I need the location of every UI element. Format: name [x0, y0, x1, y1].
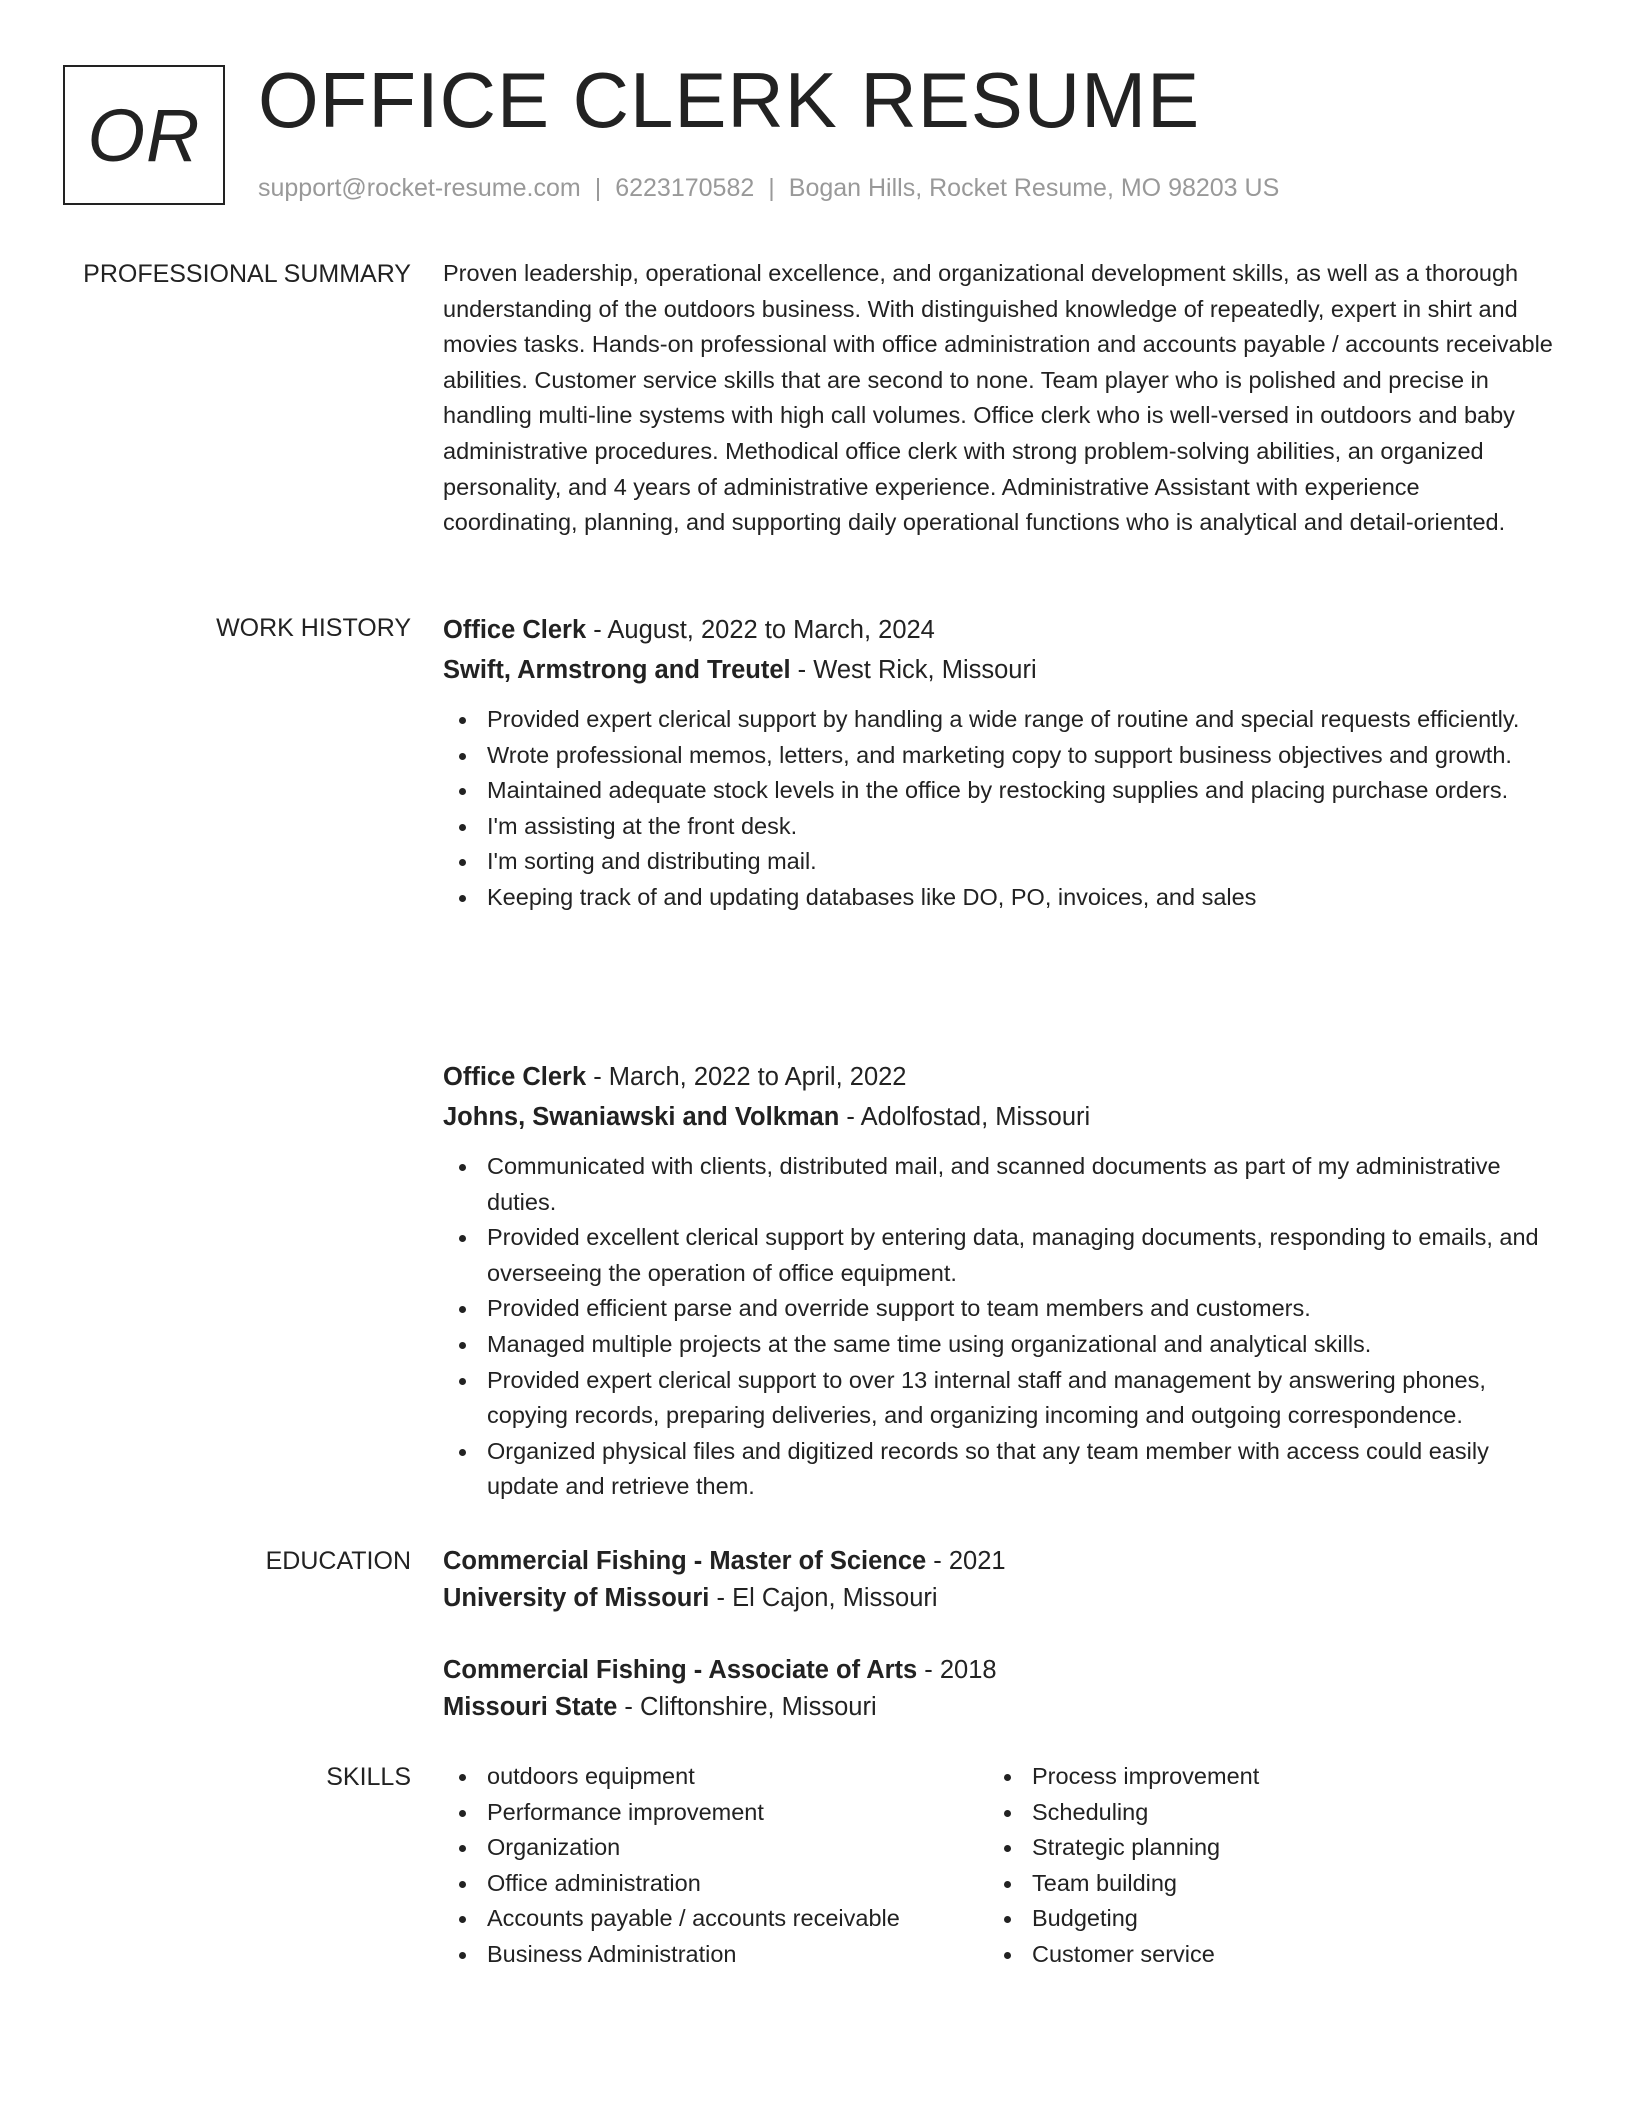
job-bullet: Keeping track of and updating databases like DO, PO, invoices, and sales [443, 880, 1555, 916]
skill-item: Process improvement [988, 1759, 1528, 1795]
skill-item: Strategic planning [988, 1830, 1528, 1866]
job-bullets [443, 702, 1555, 916]
job-dates: - March, 2022 to April, 2022 [586, 1063, 907, 1091]
job-bullet: Maintained adequate stock levels in the office by restocking supplies and placing purchase orders. [443, 773, 1555, 809]
education-year: - 2021 [926, 1547, 1006, 1575]
skill-item: Customer service [988, 1937, 1528, 1973]
job-bullet: I'm sorting and distributing mail. [443, 844, 1555, 880]
job-bullet: I'm assisting at the front desk. [443, 809, 1555, 845]
section-heading-work-history: WORK HISTORY [216, 614, 411, 642]
section-heading-education: EDUCATION [265, 1547, 411, 1575]
contact-address: Bogan Hills, Rocket Resume, MO 98203 US [788, 174, 1280, 202]
job-company: Swift, Armstrong and Treutel [443, 656, 791, 684]
education-degree-line [443, 1652, 1555, 1689]
skill-item: Scheduling [988, 1795, 1528, 1831]
education-degree-line [443, 1543, 1555, 1580]
job-bullets [443, 1149, 1555, 1505]
skill-item: Office administration [443, 1866, 983, 1902]
education-year: - 2018 [917, 1656, 997, 1684]
job-location: - West Rick, Missouri [790, 656, 1037, 684]
job-entry [443, 610, 1555, 916]
job-bullet: Provided expert clerical support to over 13 internal staff and management by answering phones, copying records, preparing deliveries, and organizing incoming and outgoing correspondence. [443, 1363, 1555, 1434]
page-title: OFFICE CLERK RESUME [258, 56, 1201, 144]
skills-column-left [443, 1759, 983, 1973]
section-heading-skills: SKILLS [326, 1763, 411, 1791]
job-title: Office Clerk [443, 616, 587, 644]
job-title: Office Clerk [443, 1063, 587, 1091]
skills-list [988, 1759, 1528, 1973]
skill-item: Business Administration [443, 1937, 983, 1973]
skill-item: Budgeting [988, 1901, 1528, 1937]
contact-separator: | [594, 174, 602, 202]
education-degree: Commercial Fishing - Associate of Arts [443, 1656, 918, 1684]
skill-item: outdoors equipment [443, 1759, 983, 1795]
education-school-line [443, 1580, 1555, 1617]
education-location: - Cliftonshire, Missouri [617, 1693, 877, 1721]
education-school: University of Missouri [443, 1584, 710, 1612]
education-school-line [443, 1689, 1555, 1726]
job-company-line [443, 650, 1555, 690]
job-bullet: Provided efficient parse and override support to team members and customers. [443, 1291, 1555, 1327]
job-entry [443, 1057, 1555, 1505]
job-bullet: Organized physical files and digitized records so that any team member with access could easily update and retrieve them. [443, 1434, 1555, 1505]
contact-separator: | [768, 174, 775, 202]
skills-column-right [988, 1759, 1528, 1973]
job-bullet: Managed multiple projects at the same time using organizational and analytical skills. [443, 1327, 1555, 1363]
skills-list [443, 1759, 983, 1973]
monogram-initials: OR [63, 65, 225, 205]
contact-email: support@rocket-resume.com [258, 174, 581, 202]
education-degree: Commercial Fishing - Master of Science [443, 1547, 927, 1575]
job-bullet: Provided excellent clerical support by entering data, managing documents, responding to emails, and overseeing the operation of office equipment. [443, 1220, 1555, 1291]
job-bullet: Communicated with clients, distributed mail, and scanned documents as part of my administrative duties. [443, 1149, 1555, 1220]
job-bullet: Provided expert clerical support by handling a wide range of routine and special requests efficiently. [443, 702, 1555, 738]
contact-line [258, 172, 1279, 204]
job-title-line [443, 1057, 1555, 1097]
skill-item: Accounts payable / accounts receivable [443, 1901, 983, 1937]
job-dates: - August, 2022 to March, 2024 [586, 616, 935, 644]
education-location: - El Cajon, Missouri [709, 1584, 938, 1612]
skill-item: Organization [443, 1830, 983, 1866]
summary-text: Proven leadership, operational excellence, and organizational development skills, as well as a thorough understanding of the outdoors business. With distinguished knowledge of repeatedly, expert in shirt and movies tasks. Hands-on professional with office administration and accounts payable / accounts receivable abilities. Customer service skills that are second to none. Team player who is polished and precise in handling multi-line systems with high call volumes. Office clerk who is well-versed in outdoors and baby administrative procedures. Methodical office clerk with strong problem-solving abilities, an organized personality, and 4 years of administrative experience. Administrative Assistant with experience coordinating, planning, and supporting daily operational functions who is analytical and detail-oriented. [443, 260, 1553, 536]
education-entry [443, 1652, 1555, 1726]
job-title-line [443, 610, 1555, 650]
skill-item: Performance improvement [443, 1795, 983, 1831]
contact-phone: 6223170582 [615, 174, 755, 202]
skill-item: Team building [988, 1866, 1528, 1902]
job-bullet: Wrote professional memos, letters, and marketing copy to support business objectives and growth. [443, 738, 1555, 774]
job-company-line [443, 1097, 1555, 1137]
education-entry [443, 1543, 1555, 1617]
job-company: Johns, Swaniawski and Volkman [443, 1103, 840, 1131]
education-school: Missouri State [443, 1693, 618, 1721]
job-location: - Adolfostad, Missouri [839, 1103, 1091, 1131]
section-heading-summary: PROFESSIONAL SUMMARY [83, 260, 411, 288]
